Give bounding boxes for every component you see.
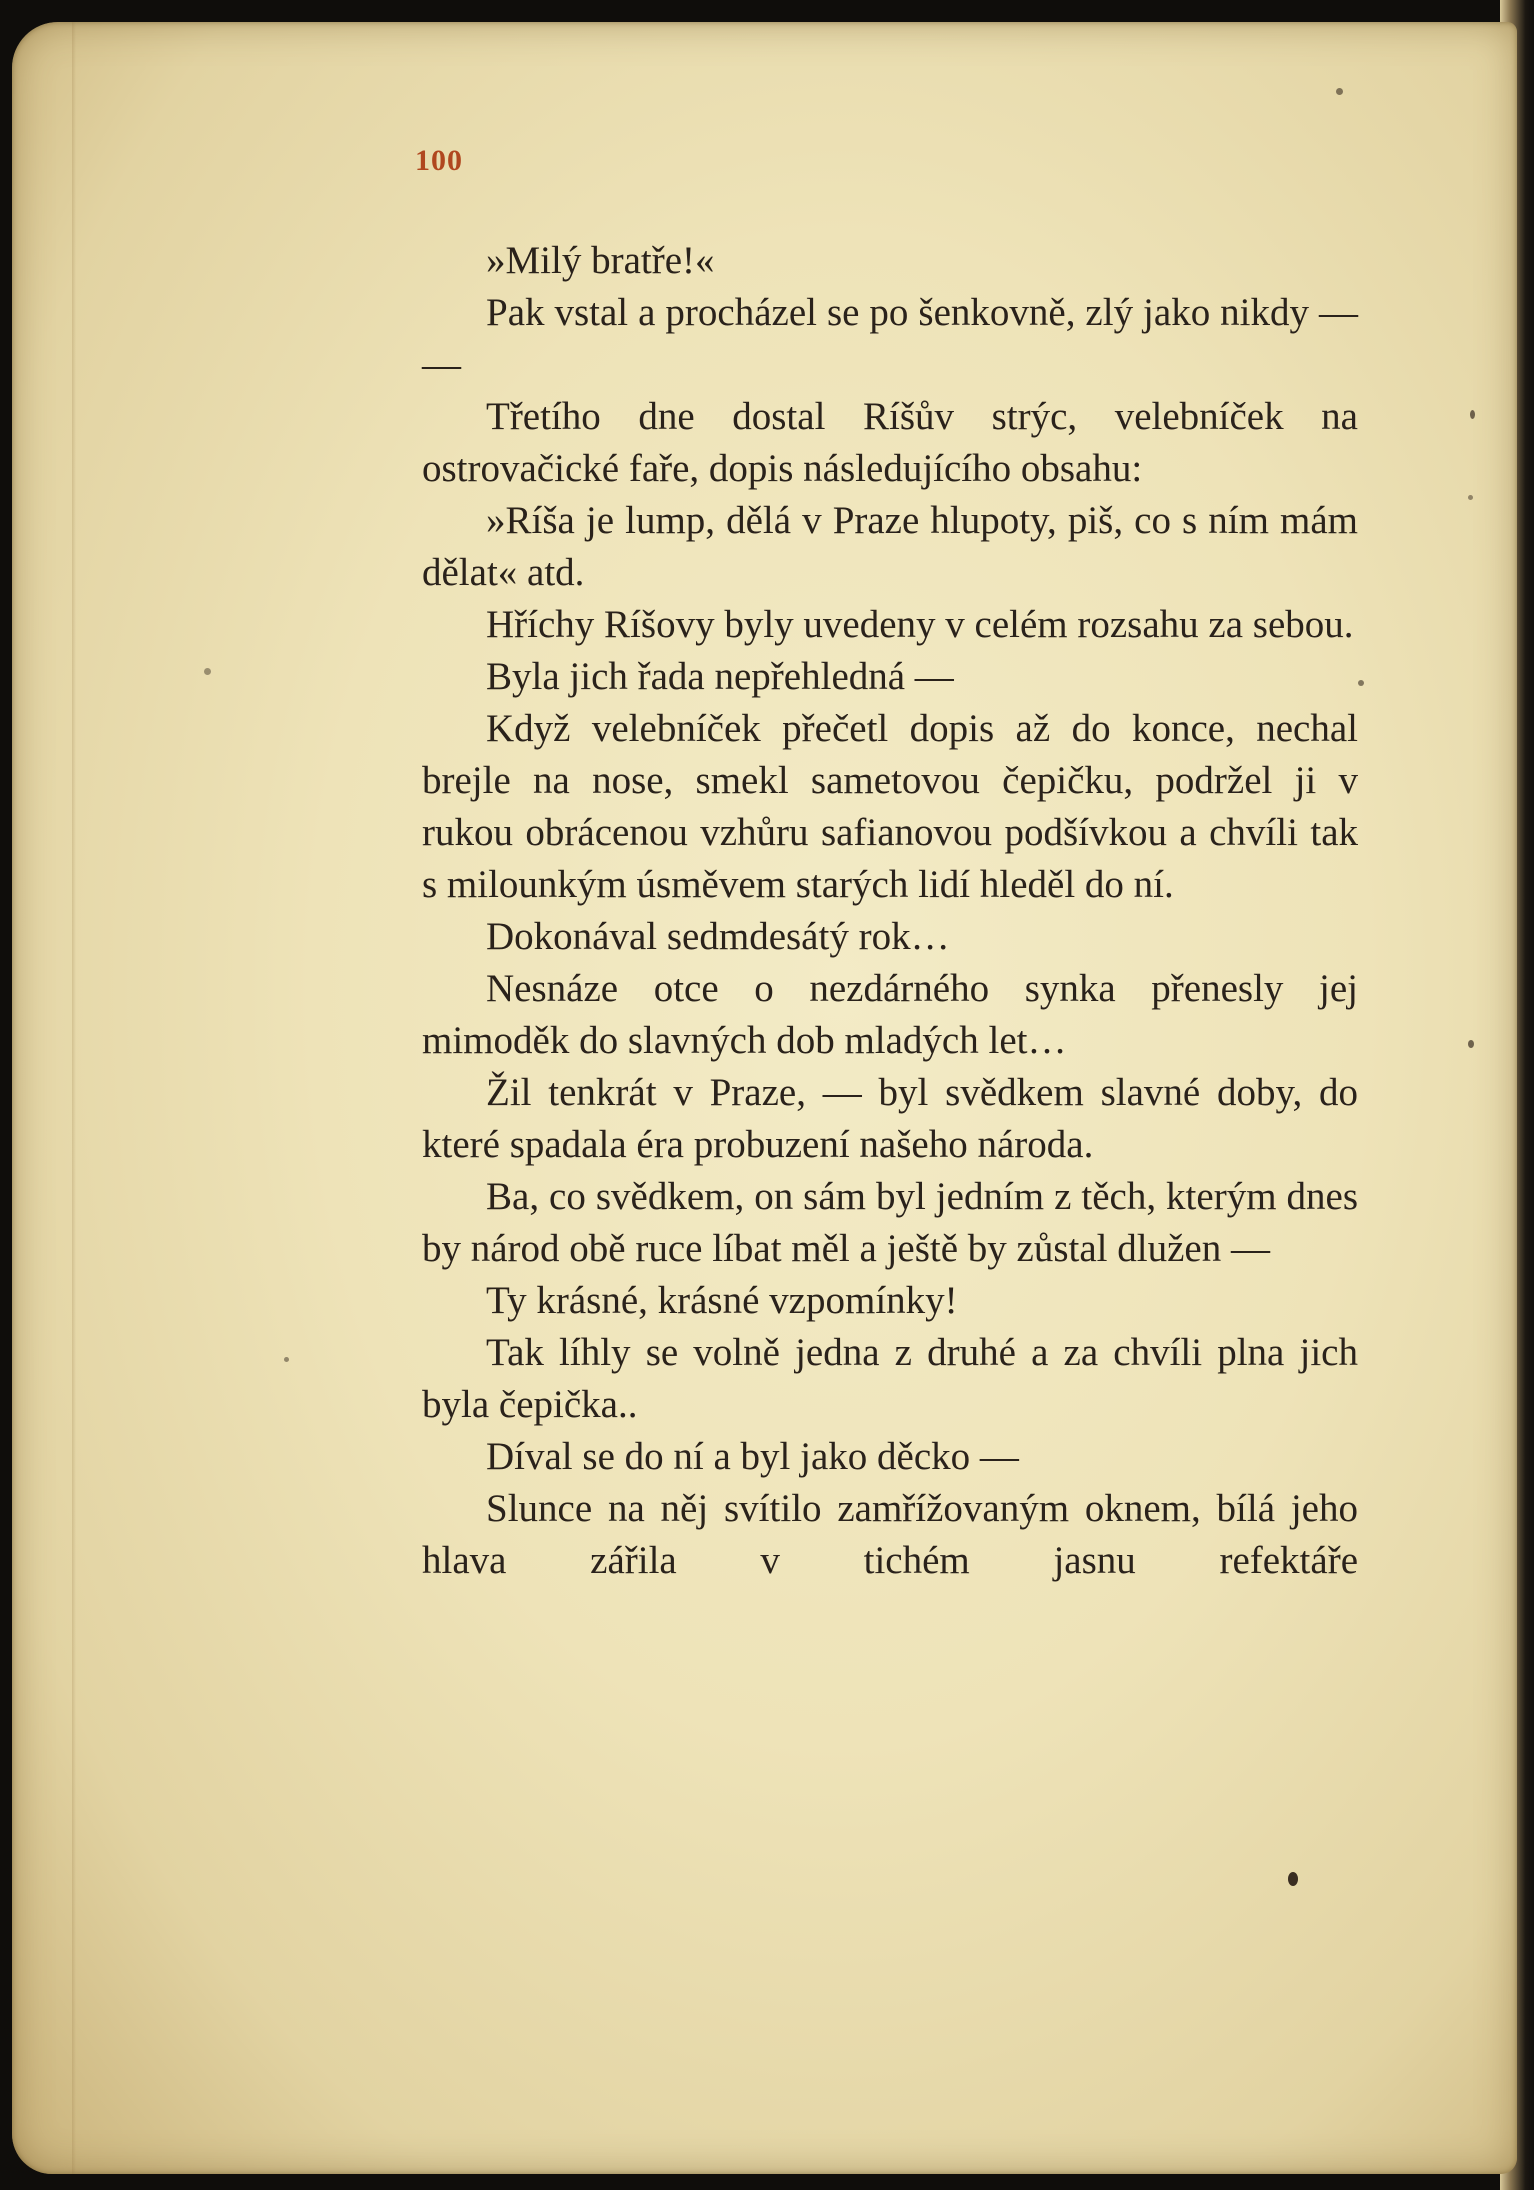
ink-speck <box>204 668 211 675</box>
ink-speck <box>1358 680 1364 686</box>
paragraph: Když velebníček přečetl dopis až do konce, nechal brejle na nose, smekl sametovou čepičku, podržel ji v rukou obrácenou vzhůru safianovou podšívkou a chvíli tak s milounkým úsměvem starých lidí hleděl do ní. <box>422 707 1358 906</box>
ink-speck <box>1468 495 1473 500</box>
paragraph: Byla jich řada nepřehledná — <box>486 655 954 698</box>
ink-speck <box>284 1357 289 1362</box>
page-number: 100 <box>415 144 463 177</box>
paragraph: Žil tenkrát v Praze, — byl svědkem slavné doby, do které spadala éra probuzení našeho národa. <box>422 1071 1358 1166</box>
paragraph: Nesnáze otce o nezdárného synka přenesly jej mimoděk do slavných dob mladých let… <box>422 967 1358 1062</box>
body-text <box>422 235 1358 1587</box>
paragraph: »Milý bratře!« <box>486 239 715 282</box>
ink-speck <box>1468 1040 1474 1048</box>
paragraph: Slunce na něj svítilo zamřížovaným oknem, bílá jeho hlava zářila v tichém jasnu refektáře <box>422 1487 1358 1582</box>
paragraph: Pak vstal a procházel se po šenkovně, zlý jako nikdy — — <box>422 291 1358 386</box>
paragraph: Tak líhly se volně jedna z druhé a za chvíli plna jich byla čepička.. <box>422 1331 1358 1426</box>
ink-speck <box>1470 410 1475 419</box>
paragraph: Hříchy Ríšovy byly uvedeny v celém rozsahu za sebou. <box>486 603 1354 646</box>
page-edge <box>72 22 76 2174</box>
paragraph: Ba, co svědkem, on sám byl jedním z těch, kterým dnes by národ obě ruce líbat měl a ještě by zůstal dlužen — <box>422 1175 1358 1270</box>
paragraph: »Ríša je lump, dělá v Praze hlupoty, piš, co s ním mám dělat« atd. <box>422 499 1358 594</box>
ink-speck <box>1288 1872 1298 1886</box>
paragraph: Ty krásné, krásné vzpomínky! <box>486 1279 958 1322</box>
paragraph: Třetího dne dostal Ríšův strýc, velebníček na ostrovačické faře, dopis následujícího obsahu: <box>422 395 1358 490</box>
paragraph: Díval se do ní a byl jako děcko — <box>486 1435 1019 1478</box>
paragraph: Dokonával sedmdesátý rok… <box>486 915 950 958</box>
ink-speck <box>1336 88 1343 95</box>
